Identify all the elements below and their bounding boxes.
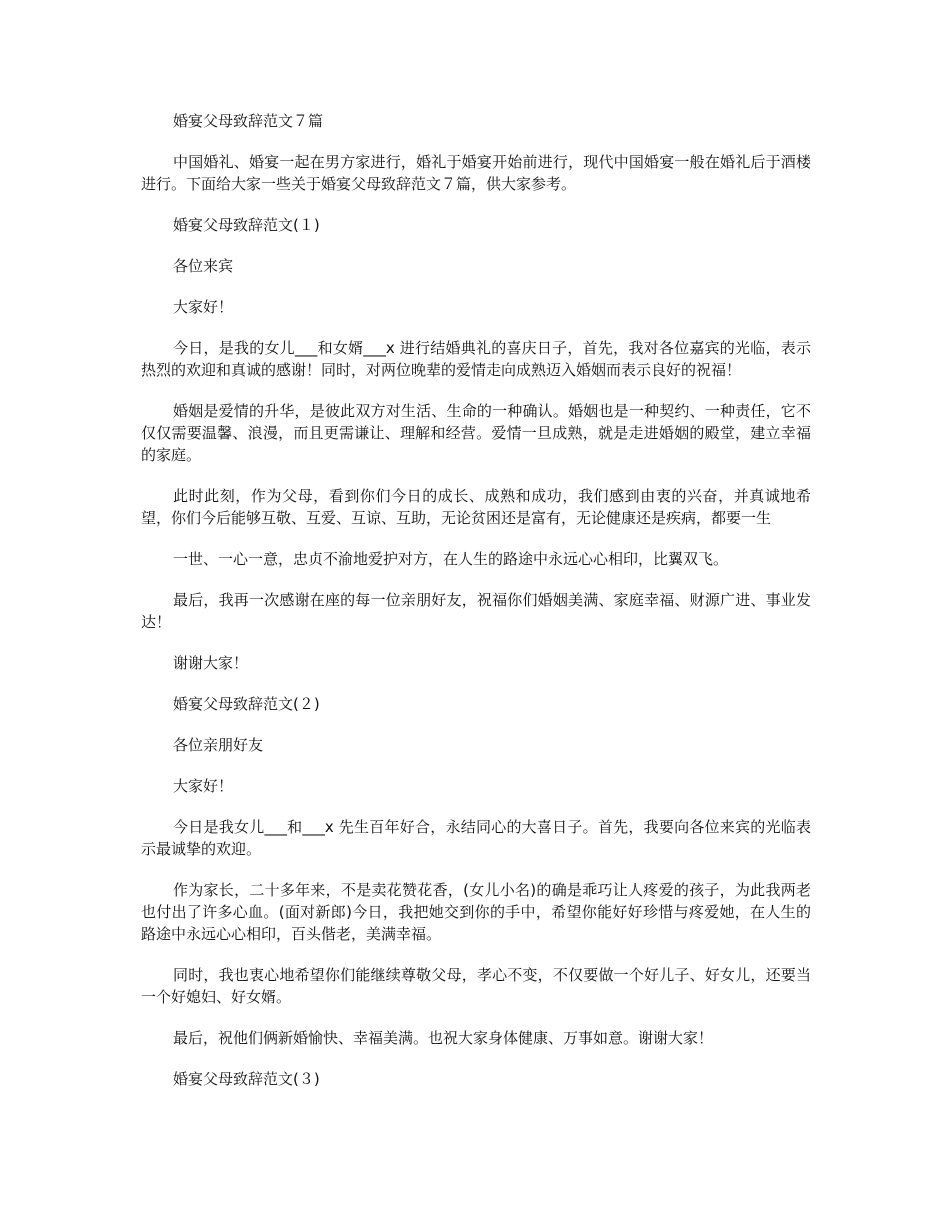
section-1-paragraph: 婚姻是爱情的升华，是彼此双方对生活、生命的一种确认。婚姻也是一种契约、一种责任，它不仅仅需要温馨、浪漫，而且更需谦让、理解和经营。爱情一旦成熟，就是走进婚姻的殿堂，建立幸福的家庭。 xyxy=(141,402,811,464)
document-page xyxy=(141,110,811,1109)
intro-paragraph: 中国婚礼、婚宴一起在男方家进行，婚礼于婚宴开始前进行，现代中国婚宴一般在婚礼后于酒楼进行。下面给大家一些关于婚宴父母致辞范文７篇，供大家参考。 xyxy=(141,153,811,193)
section-1-paragraph: 最后，我再一次感谢在座的每一位亲朋好友，祝福你们婚姻美满、家庭幸福、财源广进、事业发达！ xyxy=(141,591,811,631)
section-1-paragraph: 一世、一心一意，忠贞不渝地爱护对方，在人生的路途中永远心心相印，比翼双飞。 xyxy=(173,550,729,568)
section-1-heading: 婚宴父母致辞范文(１) xyxy=(173,216,320,234)
section-1-salutation: 各位来宾 xyxy=(173,257,234,275)
section-2-paragraph: 作为家长，二十多年来，不是卖花赞花香，(女儿小名)的确是乖巧让人疼爱的孩子，为此我两老也付出了许多心血。(面对新郎)今日，我把她交到你的手中，希望你能好好珍惜与疼爱她，在人生的路途中永远心心相印，百头偕老，美满幸福。 xyxy=(141,881,811,943)
document-title: 婚宴父母致辞范文７篇 xyxy=(173,112,324,130)
section-2-paragraph: 今日是我女儿___和___x 先生百年好合，永结同心的大喜日子。首先，我要向各位来宾的光临表示最诚挚的欢迎。 xyxy=(141,818,811,858)
section-3-heading: 婚宴父母致辞范文(３) xyxy=(173,1070,320,1088)
section-1-greeting: 大家好！ xyxy=(173,298,234,316)
section-2-closing: 最后，祝他们俩新婚愉快、幸福美满。也祝大家身体健康、万事如意。谢谢大家！ xyxy=(173,1029,714,1047)
section-2-heading: 婚宴父母致辞范文(２) xyxy=(173,695,320,713)
section-2-salutation: 各位亲朋好友 xyxy=(173,736,264,754)
section-2-greeting: 大家好！ xyxy=(173,777,234,795)
section-2-paragraph: 同时，我也衷心地希望你们能继续尊敬父母，孝心不变，不仅要做一个好儿子、好女儿，还要当一个好媳妇、好女婿。 xyxy=(141,966,811,1006)
section-1-closing: 谢谢大家！ xyxy=(173,654,249,672)
section-1-paragraph: 今日，是我的女儿___和女婿___x 进行结婚典礼的喜庆日子，首先，我对各位嘉宾的光临，表示热烈的欢迎和真诚的感谢！同时，对两位晚辈的爱情走向成熟迈入婚姻而表示良好的祝福！ xyxy=(141,339,811,379)
section-1-paragraph: 此时此刻，作为父母，看到你们今日的成长、成熟和成功，我们感到由衷的兴奋，并真诚地希望，你们今后能够互敬、互爱、互谅、互助，无论贫困还是富有，无论健康还是疾病，都要一生 xyxy=(141,487,811,527)
